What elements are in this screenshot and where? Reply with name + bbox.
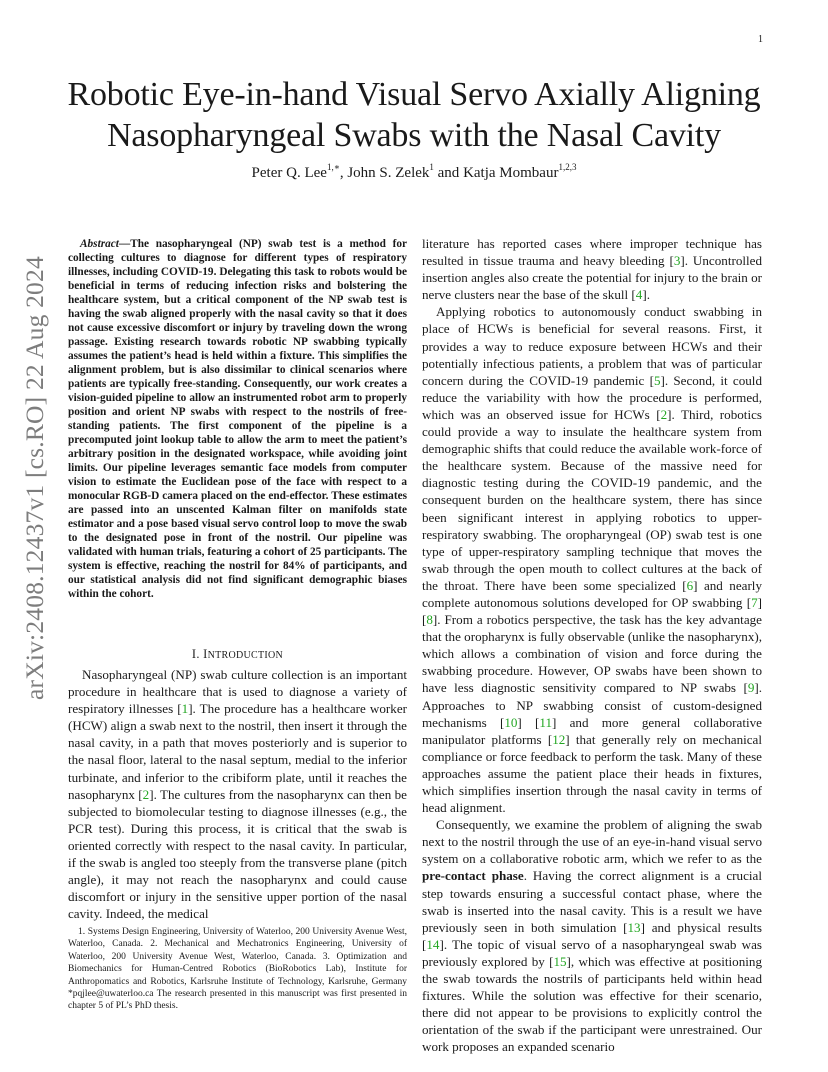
text-run: ]. Second, it could reduce the variability with how the procedure is performed, which was an observed issue for HCWs [ [422,372,762,422]
citation-link[interactable]: 7 [751,594,758,610]
text-run: ]. The procedure has a healthcare worker (HCW) align a swab next to the nostril, then insert it through the nasal cavity, in a path that moves posteriorly and is superior to the nasal floor, lateral to the nasal septum, medial to the inferior turbinate, and inferior to the cribiform plate, until it reaches the nasopharynx [ [68,701,407,802]
section-numeral: I. [191,647,204,661]
citation-link[interactable]: 12 [552,731,566,747]
arxiv-identifier: arXiv:2408.12437v1 [cs.RO] 22 Aug 2024 [20,256,49,700]
bold-term: pre-contact phase [422,868,524,884]
citation-link[interactable]: 3 [673,253,681,269]
citation-link[interactable]: 10 [504,714,518,730]
text-run: ] [ [517,714,540,730]
citation-link[interactable]: 14 [426,936,440,952]
introduction-text [68,666,407,922]
paragraph [422,303,762,816]
paragraph [422,235,762,303]
text-run: ]. Uncontrolled insertion angles also create the potential for injury to the brain or nerve clusters near the base of the skull [ [422,253,763,303]
citation-link[interactable]: 1 [181,701,189,717]
citation-link[interactable]: 5 [653,372,661,388]
text-run: ]. From a robotics perspective, the task has the key advantage that the oropharynx is fully observable (unlike the nasopharynx), which allows a combination of vision and force during the swabbing procedure. However, OP swabs have been shown to have less diagnostic sensitivity compared to NP swabs [ [422,612,762,696]
author-name: Katja Mombaur [463,165,559,181]
text-run: ] and physical results [ [422,919,762,952]
abstract [68,237,407,601]
author-separator: and [433,165,464,181]
author-name: Peter Q. Lee [251,165,327,181]
page-number: 1 [758,34,763,45]
citation-link[interactable]: 11 [539,714,552,730]
citation-link[interactable]: 4 [635,287,643,303]
citation-link[interactable]: 2 [660,406,668,422]
section-heading [68,647,407,662]
paragraph [422,816,762,1055]
text-run: ] [ [422,594,762,628]
citation-link[interactable]: 15 [553,953,567,969]
text-run: ]. Approaches to NP swabbing consist of custom-designed mechanisms [ [422,680,762,730]
paper-title [40,74,788,156]
section-title-rest: NTRODUCTION [207,650,284,661]
text-run: ] and more general collaborative manipulator platforms [ [422,714,762,747]
right-column [422,235,762,1056]
paragraph [68,666,407,922]
citation-link[interactable]: 8 [426,612,433,628]
text-run: . Having the correct alignment is a crucial step towards ensuring a successful contact phase, where the swab is inserted into the nasal cavity. This is a result we have previously seen in both simulation [ [422,868,762,935]
title-line-2: Nasopharyngeal Swabs with the Nasal Cavity [107,117,721,154]
abstract-text: —The nasopharyngeal (NP) swab test is a method for collecting cultures to diagnose for different types of respiratory illnesses, including COVID-19. Delegating this task to robots would be beneficial in terms of reducing infection risks and bolstering the healthcare system, but a critical component of the NP swab test is having the swab aligned properly with the nasal cavity so that it does not cause excessive discomfort or injury by traveling down the wrong passage. Existing research towards robotic NP swabbing typically assumes the patient’s head is held within a fixture. This simplifies the alignment problem, but is also dissimilar to clinical scenarios where patients are typically free-standing. Consequently, our work creates a vision-guided pipeline to allow an instrumented robot arm to properly position and orient NP swabs with respect to the nostrils of free-standing patients. The first component of the pipeline is a precomputed joint lookup table to allow the arm to meet the patient’s arbitrary position in the designated workspace, while avoiding joint limits. Our pipeline leverages semantic face models from computer vision to estimate the Euclidean pose of the face with respect to a monocular RGB-D camera placed on the end-effector. These estimates are passed into an unscented Kalman filter on manifolds state estimator and a pose based visual servo control loop to move the swab to the designated pose in front of the nostril. Our pipeline was validated with human trials, featuring a cohort of 25 participants. The system is effective, reaching the nostril for 84% of participants, and our statistical analysis did not find significant demographic biases within the cohort. [68,238,407,600]
text-run: ], which was effective at positioning the swab towards the nostrils of participants held within head fixtures. While the solution was effective for their scenario, there did not appear to be provisions to explicitly control the orientation of the swab if the participant were unrestrained. Our work proposes an expanded scenario [422,953,762,1055]
text-run: ]. The topic of visual servo of a nasopharyngeal swab was previously explored by [ [422,936,762,969]
abstract-label: Abstract [80,238,119,250]
author-affiliation: 1,2,3 [558,162,577,172]
author-list [40,162,788,182]
text-run: ] and nearly complete autonomous solutions developed for OP swabbing [ [422,577,762,610]
citation-link[interactable]: 6 [686,577,694,593]
text-run: ]. Third, robotics could provide a way to insulate the healthcare system from demographic shifts that could reduce the available work-force of the healthcare system. Because of the massive need for diagnostic testing during the COVID-19 pandemic, and the consequent burden on the healthcare system, there has since been significant interest in applying robotics to upper-respiratory swabbing. The oropharyngeal (OP) swab test is one type of upper-respiratory sampling technique that moves the swab through the open mouth to collect cultures at the back of the throat. There have been some specialized [ [422,406,762,593]
citation-link[interactable]: 2 [142,786,150,802]
text-run: Applying robotics to autonomously conduct swabbing in place of HCWs is beneficial for several reasons. First, it provides a way to reduce exposure between HCWs and their potentially infectious patients, a problem that was of particular concern during the COVID-19 pandemic [ [422,304,762,388]
text-run: Consequently, we examine the problem of aligning the swab next to the nostril through the use of an eye-in-hand visual servo system on a collaborative robotic arm, which we refer to as the [422,817,762,867]
title-line-1: Robotic Eye-in-hand Visual Servo Axially Aligning [67,76,761,113]
text-run: Nasopharyngeal (NP) swab culture collection is an important procedure in healthcare that is used to diagnose a variety of respiratory illnesses [ [68,667,407,717]
author-separator: , [339,165,348,181]
citation-link[interactable]: 9 [747,680,755,696]
citation-link[interactable]: 13 [627,919,641,935]
footnote-text: 1. Systems Design Engineering, University of Waterloo, 200 University Avenue West, Waterloo, Canada. 2. Mechanical and Mechatronics Engineering, University of Waterloo, 200 University Avenue West, Waterloo, Canada. 3. Optimization and Biomechanics for Human-Centred Robotics (BioRobotics Lab), Institute for Anthropomatics and Robotics, Karlsruhe Institute of Technology, Karlsruhe, Germany *pqjlee@uwaterloo.ca The research presented in this manuscript was first presented in chapter 5 of PL’s PhD thesis. [68,927,407,1012]
text-run: ] that generally rely on mechanical compliance or force feedback to perform the task. Many of these approaches assume the patient place their heads in fixtures, which simplifies insertion through the nasal cavity in terms of head alignment. [422,731,763,816]
author-affiliation: 1 [429,162,434,172]
text-run: ]. The cultures from the nasopharynx can then be subjected to biomolecular testing to diagnose illnesses (e.g., the PCR test). During this process, it is critical that the swab is oriented correctly with respect to the nasal cavity. In particular, if the swab is angled too steeply from the transverse plane (pitch angle), it may not reach the nasopharynx and could cause discomfort or injury in the sensitive upper portion of the nasal cavity. Indeed, the medical [68,786,407,922]
text-run: ]. [642,287,650,303]
author-affiliation: 1,∗ [326,162,340,172]
footnote [68,926,407,1013]
text-run: literature has reported cases where improper technique has resulted in tissue trauma and heavy bleeding [ [422,236,762,269]
section-title-initial: I [203,647,208,661]
author-name: John S. Zelek [347,165,430,181]
